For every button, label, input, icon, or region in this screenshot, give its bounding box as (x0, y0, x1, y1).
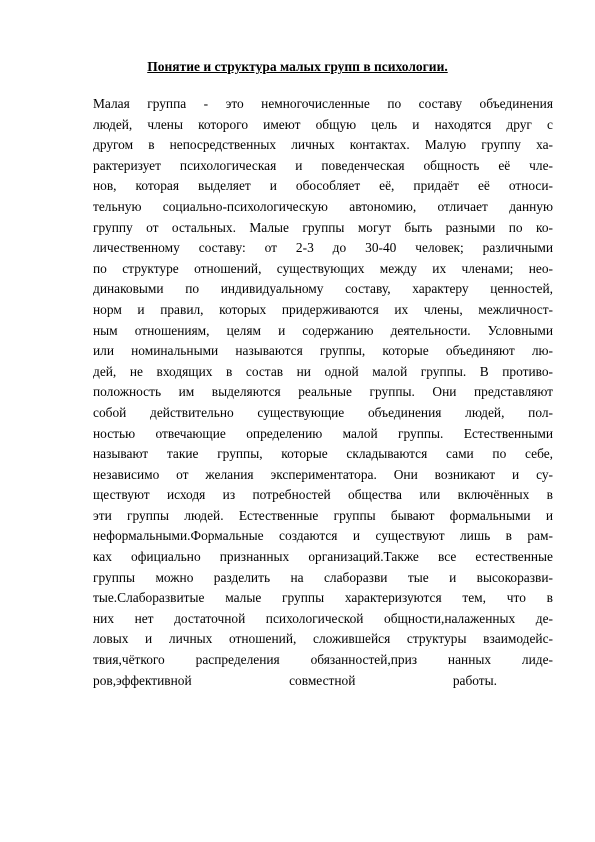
paragraph-line: положность им выделяются реальные группы. Они представляют (93, 384, 553, 400)
paragraph-line: ках официально признанных организаций.Также все естественные (93, 549, 553, 565)
document-title: Понятие и структура малых групп в психологии. (147, 59, 448, 74)
paragraph-line: тельную социально-психологическую автономию, отличает данную (93, 198, 553, 214)
paragraph-line: по структуре отношений, существующих между их членами; нео- (93, 260, 553, 276)
paragraph-line: рактеризует психологическая и поведенческая общность её чле- (93, 157, 553, 173)
paragraph-line: динаковыми по индивидуальному составу, характеру ценностей, (93, 281, 553, 297)
paragraph-line: твия,чёткого распределения обязанностей,приз нанных лиде- (93, 652, 553, 668)
paragraph-line: нов, которая выделяет и обособляет её, придаёт её относи- (93, 178, 553, 194)
paragraph-line: или номинальными называются группы, которые объединяют лю- (93, 343, 553, 359)
paragraph-line: называют такие группы, которые складываются сами по себе, (93, 446, 553, 462)
paragraph-line: личественному составу: от 2-3 до 30-40 человек; различными (93, 240, 553, 256)
paragraph-line: них нет достаточной психологической общности,налаженных де- (93, 610, 553, 626)
paragraph-line: группы можно разделить на слаборазви тые и высокоразви- (93, 569, 553, 585)
paragraph-line: ным отношениям, целям и содержанию деятельности. Условными (93, 322, 553, 338)
paragraph-line: дей, не входящих в состав ни одной малой группы. В противо- (93, 363, 553, 379)
paragraph-line: независимо от желания экспериментатора. Они возникают и су- (93, 466, 553, 482)
paragraph-line: неформальными.Формальные создаются и существуют лишь в рам- (93, 528, 553, 544)
paragraph-line: другом в непосредственных личных контактах. Малую группу ха- (93, 137, 553, 153)
paragraph-line: собой действительно существующие объединения людей, пол- (93, 404, 553, 420)
paragraph-line: ров,эффективной совместной работы. (93, 672, 497, 688)
paragraph-line: тые.Слаборазвитые малые группы характеризуются тем, что в (93, 590, 553, 606)
paragraph-line: Малая группа - это немногочисленные по составу объединения (93, 96, 553, 111)
paragraph-line: людей, члены которого имеют общую цель и находятся друг с (93, 116, 553, 132)
paragraph-line: ществуют исходя из потребностей общества или включённых в (93, 487, 553, 503)
paragraph-line: эти группы людей. Естественные группы бывают формальными и (93, 507, 553, 523)
paragraph-line: ловых и личных отношений, сложившейся структуры взаимодейс- (93, 631, 553, 647)
paragraph-line: ностью отвечающие определению малой группы. Естественными (93, 425, 553, 441)
paragraph-line: норм и правил, которых придерживаются их члены, межличност- (93, 301, 553, 317)
document-paragraph (93, 94, 553, 691)
paragraph-line: группу от остальных. Малые группы могут быть разными по ко- (93, 219, 553, 235)
